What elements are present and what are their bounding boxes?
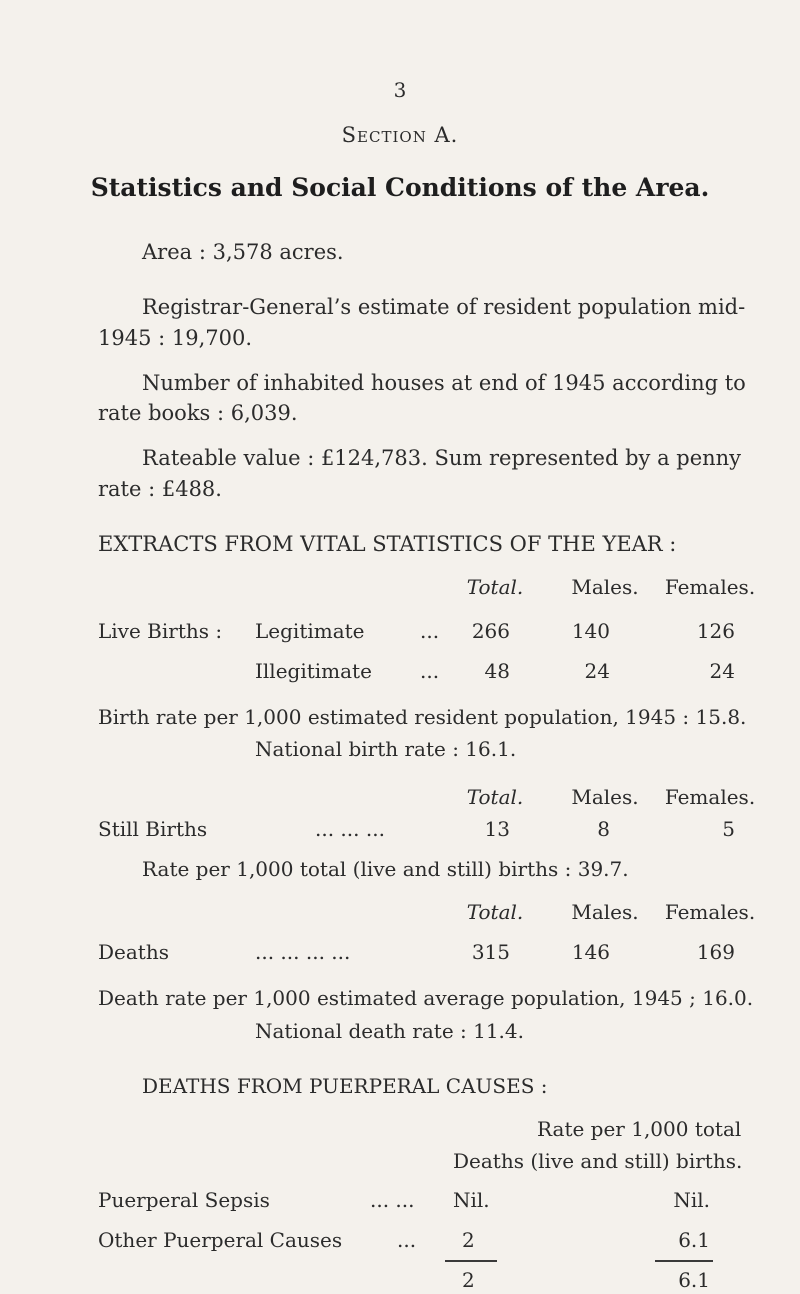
deaths-females: 169: [696, 940, 735, 964]
puerperal-header-line-1: Rate per 1,000 total: [537, 1117, 742, 1141]
houses-line-1: Number of inhabited houses at end of 1945 according to: [142, 371, 746, 395]
page-number: 3: [393, 78, 407, 102]
population-line-1: Registrar-General’s estimate of resident population mid-: [142, 295, 746, 319]
population-line-2: 1945 : 19,700.: [98, 326, 253, 350]
rateable-line-2: rate : £488.: [98, 477, 222, 501]
illegitimate-dots: ...: [420, 659, 440, 683]
deaths-total: 315: [471, 940, 510, 964]
other-puerperal-deaths: 2: [462, 1228, 475, 1252]
still-births-dots: ... ... ...: [315, 817, 385, 841]
puerperal-total-rate: 6.1: [678, 1268, 710, 1292]
puerperal-sepsis-label: Puerperal Sepsis: [98, 1188, 270, 1212]
deaths-dots: ... ... ... ...: [255, 940, 351, 964]
rate-total-rule: [655, 1260, 713, 1262]
deaths-males: 146: [571, 940, 610, 964]
puerperal-sepsis-rate: Nil.: [673, 1188, 710, 1212]
legitimate-dots: ...: [420, 619, 440, 643]
other-puerperal-label: Other Puerperal Causes: [98, 1228, 343, 1252]
legitimate-total: 266: [471, 619, 510, 643]
other-puerperal-rate: 6.1: [678, 1228, 710, 1252]
live-births-label: Live Births :: [98, 619, 223, 643]
puerperal-total-deaths: 2: [462, 1268, 475, 1292]
illegitimate-males: 24: [584, 659, 610, 683]
legitimate-label: Legitimate: [255, 619, 365, 643]
puerperal-heading: DEATHS FROM PUERPERAL CAUSES :: [142, 1074, 548, 1098]
area-line: Area : 3,578 acres.: [142, 240, 344, 264]
live-births-header-females: Females.: [664, 575, 756, 599]
still-births-label: Still Births: [98, 817, 208, 841]
illegitimate-label: Illegitimate: [255, 659, 372, 683]
rateable-line-1: Rateable value : £124,783. Sum represented by a penny: [142, 446, 742, 470]
still-births-males: 8: [597, 817, 610, 841]
birth-rate-line: Birth rate per 1,000 estimated resident population, 1945 : 15.8.: [98, 705, 747, 729]
page-title: Statistics and Social Conditions of the Area.: [90, 173, 710, 202]
deaths-header-males: Males.: [571, 900, 639, 924]
illegitimate-total: 48: [484, 659, 510, 683]
national-birth-rate-line: National birth rate : 16.1.: [255, 737, 517, 761]
death-rate-line: Death rate per 1,000 estimated average population, 1945 ; 16.0.: [98, 986, 754, 1010]
still-birth-rate-line: Rate per 1,000 total (live and still) births : 39.7.: [142, 857, 629, 881]
puerperal-sepsis-dots: ... ...: [370, 1188, 415, 1212]
legitimate-females: 126: [696, 619, 735, 643]
national-death-rate-line: National death rate : 11.4.: [255, 1019, 524, 1043]
illegitimate-females: 24: [709, 659, 735, 683]
legitimate-males: 140: [571, 619, 610, 643]
deaths-header-females: Females.: [664, 900, 756, 924]
still-births-females: 5: [722, 817, 735, 841]
puerperal-header-line-2: Deaths (live and still) births.: [453, 1149, 743, 1173]
still-births-header-females: Females.: [664, 785, 756, 809]
extracts-heading: EXTRACTS FROM VITAL STATISTICS OF THE YEAR :: [98, 532, 677, 556]
deaths-total-rule: [445, 1260, 497, 1262]
section-heading: Section A.: [341, 123, 459, 147]
live-births-header-total: Total.: [466, 575, 524, 599]
still-births-header-males: Males.: [571, 785, 639, 809]
deaths-label: Deaths: [98, 940, 169, 964]
other-puerperal-dots: ...: [397, 1228, 417, 1252]
still-births-total: 13: [484, 817, 510, 841]
deaths-header-total: Total.: [466, 900, 524, 924]
live-births-header-males: Males.: [571, 575, 639, 599]
puerperal-sepsis-deaths: Nil.: [453, 1188, 490, 1212]
still-births-header-total: Total.: [466, 785, 524, 809]
houses-line-2: rate books : 6,039.: [98, 401, 298, 425]
